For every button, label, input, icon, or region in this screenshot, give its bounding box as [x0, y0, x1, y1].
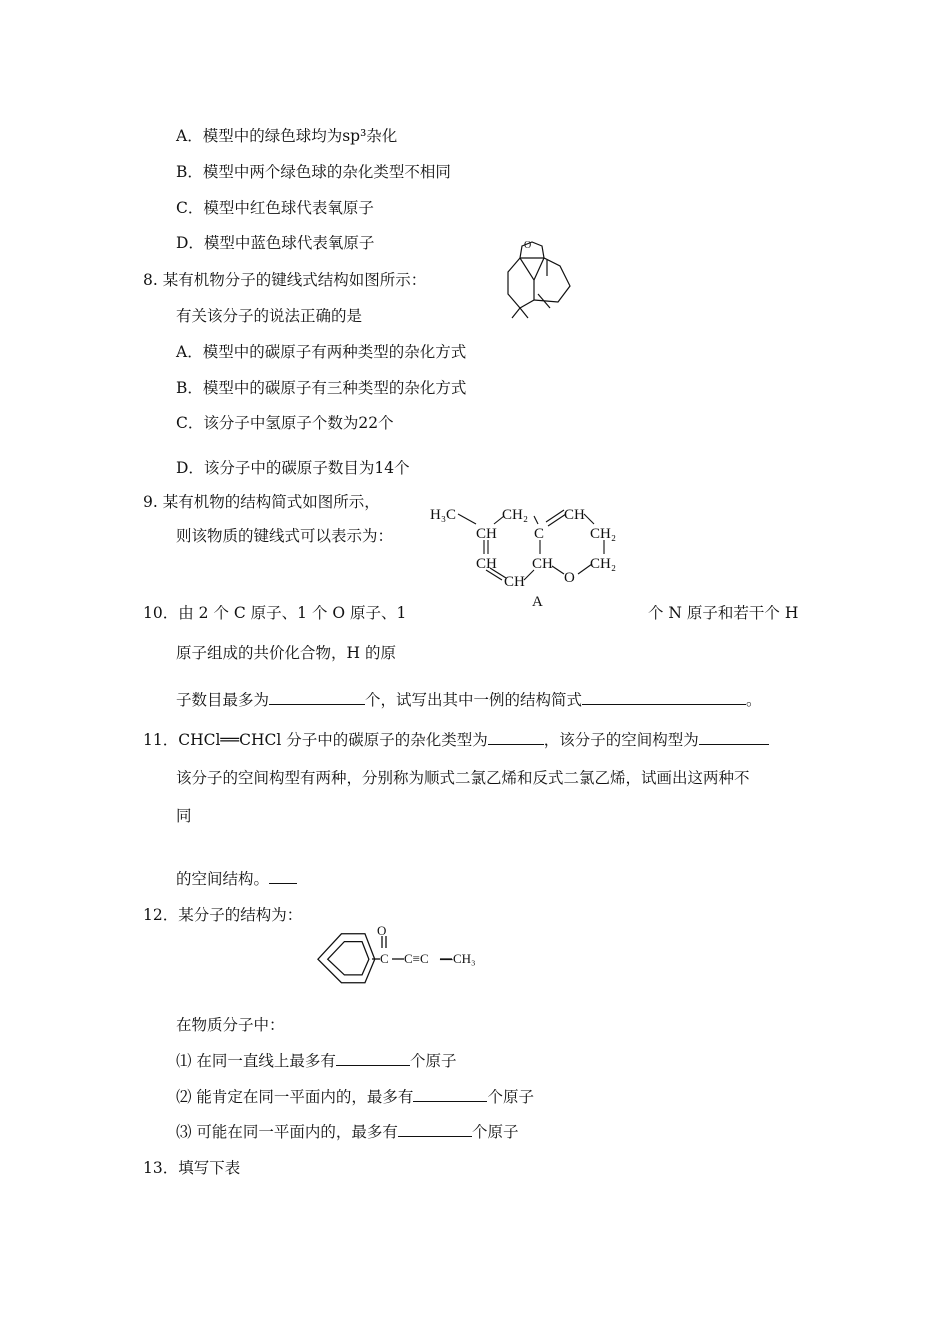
q12-item1-text-a: ⑴ 在同一直线上最多有: [176, 1052, 336, 1070]
q12-item1-text-b: 个原子: [409, 1052, 457, 1070]
q9-label-ch-left1: CH: [476, 526, 497, 542]
q9-stem: 9. 某有机物的结构简式如图所示，: [143, 493, 380, 511]
q8-option-d: D．该分子中的碳原子数目为14个: [176, 459, 410, 477]
q12-structure-figure: [312, 922, 492, 994]
q11-blank-structures[interactable]: [269, 869, 297, 884]
q10-line3-text-a: 子数目最多为: [176, 691, 270, 709]
q10-blank-structure[interactable]: [582, 690, 746, 705]
q12-blank-1[interactable]: [336, 1051, 410, 1066]
q12-item3-text-a: ⑶ 可能在同一平面内的，最多有: [176, 1123, 398, 1141]
q11-line1-text-b: ，该分子的空间构型为: [543, 731, 699, 749]
q12-subtitle: 在物质分子中：: [176, 1016, 285, 1034]
q9-caption: A: [532, 594, 543, 610]
q12-label-o: O: [377, 923, 387, 938]
q12-blank-3[interactable]: [398, 1122, 472, 1137]
q9-label-ch2-right1: CH₂: [590, 526, 617, 542]
q10-line3-text-b: 个，试写出其中一例的结构简式: [365, 691, 583, 709]
q10-blank-h-count[interactable]: [269, 690, 365, 705]
q9-subtitle: 则该物质的键线式可以表示为：: [176, 527, 394, 545]
q8-option-c: C．该分子中氢原子个数为22个: [176, 414, 394, 432]
q8-option-b: B．模型中的碳原子有三种类型的杂化方式: [176, 379, 467, 397]
q12-blank-2[interactable]: [413, 1087, 487, 1102]
q11-line4-text: 的空间结构。: [176, 870, 270, 888]
q8-stem: 8. 某有机物分子的键线式结构如图所示：: [143, 271, 427, 289]
q8-subtitle: 有关该分子的说法正确的是: [176, 307, 363, 325]
q13-stem: 13．填写下表: [143, 1159, 241, 1177]
q10-line1-part1: 10．由 2 个 C 原子、1 个 O 原子、1: [143, 604, 407, 622]
q12-item1: [176, 1051, 456, 1071]
q10-line2: 原子组成的共价化合物，H 的原: [176, 644, 396, 662]
q9-label-c-mid: C: [534, 526, 545, 542]
q9-label-o: O: [564, 570, 575, 586]
q11-blank-geometry[interactable]: [699, 730, 769, 745]
q10-line3: [176, 690, 762, 710]
q12-label-triple: C≡C: [404, 951, 429, 966]
q12-stem: 12．某分子的结构为：: [143, 906, 303, 924]
q12-item2-text-a: ⑵ 能肯定在同一平面内的，最多有: [176, 1088, 414, 1106]
q9-label-ch2-right2: CH₂: [590, 556, 617, 572]
q7-option-a: A．模型中的绿色球均为sp³杂化: [176, 127, 398, 145]
q12-label-c: C: [380, 951, 389, 966]
q10-line3-text-c: 。: [746, 691, 762, 709]
q11-line1: [143, 730, 769, 750]
q7-option-b: B．模型中两个绿色球的杂化类型不相同: [176, 163, 451, 181]
q9-label-ch-left2: CH: [476, 556, 497, 572]
q9-label-ch-top: CH: [564, 507, 585, 523]
q12-label-ch3: —CH₃: [440, 951, 476, 966]
q12-item3: [176, 1122, 518, 1142]
q8-skeletal-structure: [498, 236, 578, 326]
q7-option-c: C．模型中红色球代表氧原子: [176, 199, 374, 217]
q11-line1-text-a: 11．CHCl══CHCl 分子中的碳原子的杂化类型为: [143, 731, 488, 749]
q11-line2: 该分子的空间构型有两种，分别称为顺式二氯乙烯和反式二氯乙烯，试画出这两种不: [176, 769, 750, 787]
q9-structure-figure: [428, 500, 638, 612]
q12-item2: [176, 1087, 534, 1107]
q11-line4: [176, 869, 297, 889]
svg-text:O: O: [524, 240, 532, 251]
q11-blank-hybridization[interactable]: [488, 730, 544, 745]
q9-label-ch-mid: CH: [532, 556, 553, 572]
q7-option-d: D．模型中蓝色球代表氧原子: [176, 234, 375, 252]
q11-line3: 同: [176, 807, 192, 825]
q9-label-ch-bottom: CH: [504, 574, 525, 590]
q10-line1-part2: 个 N 原子和若干个 H: [648, 604, 799, 622]
q9-label-ch2-top: CH₂: [502, 507, 529, 523]
q8-option-a: A．模型中的碳原子有两种类型的杂化方式: [176, 343, 467, 361]
q12-item2-text-b: 个原子: [487, 1088, 534, 1106]
q9-label-h3c: H₃C: [430, 507, 457, 523]
q12-item3-text-b: 个原子: [471, 1123, 519, 1141]
